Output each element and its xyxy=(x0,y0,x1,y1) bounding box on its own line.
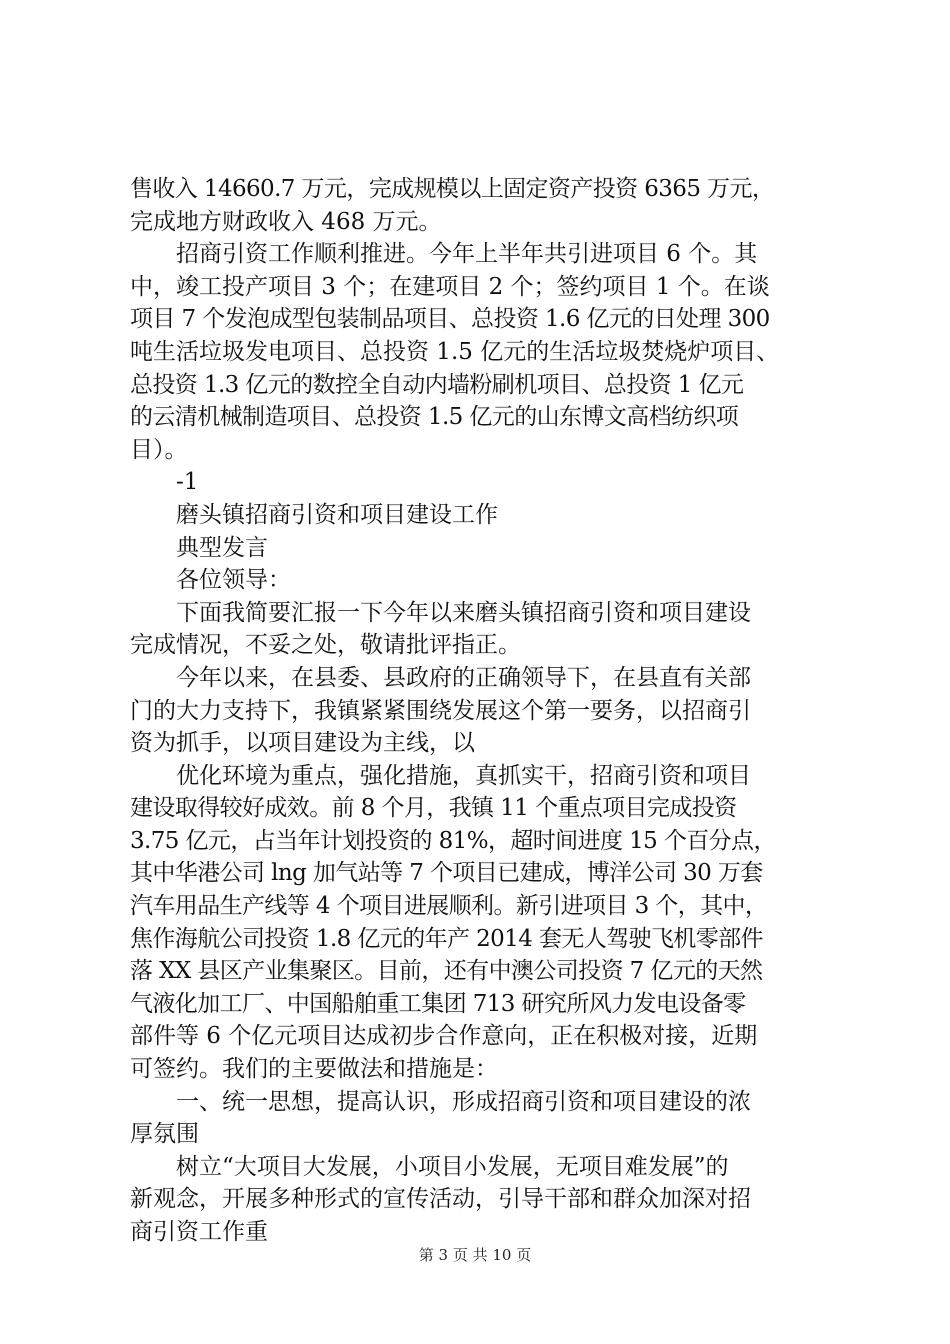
text-line: 可签约。我们的主要做法和措施是： xyxy=(130,1056,498,1083)
text-line: 项目 7 个发泡成型包装制品项目、总投资 1.6 亿元的日处理 300 xyxy=(130,306,770,333)
salutation: 各位领导： xyxy=(130,567,291,594)
text-line: 部件等 6 个亿元项目达成初步合作意向，正在积极对接，近期 xyxy=(130,1023,758,1050)
text-line: 优化环境为重点，强化措施，真抓实干，招商引资和项目 xyxy=(130,762,751,789)
text-line: 招商引资工作顺利推进。今年上半年共引进项目 6 个。其 xyxy=(130,241,758,268)
text-line: 3.75 亿元，占当年计划投资的 81%，超时间进度 15 个百分点， xyxy=(130,827,776,854)
text-line: 总投资 1.3 亿元的数控全自动内墙粉刷机项目、总投资 1 亿元 xyxy=(130,371,744,398)
text-line: 建设取得较好成效。前 8 个月，我镇 11 个重点项目完成投资 xyxy=(130,795,737,822)
section-heading: 一、统一思想，提高认识，形成招商引资和项目建设的浓 xyxy=(130,1088,751,1115)
text-line: 其中华港公司 lng 加气站等 7 个项目已建成，博洋公司 30 万套 xyxy=(130,860,763,887)
text-line: 下面我简要汇报一下今年以来磨头镇招商引资和项目建设 xyxy=(130,599,751,626)
text-line: 落 XX 县区产业集聚区。目前，还有中澳公司投资 7 亿元的天然 xyxy=(130,958,763,985)
text-line: 完成地方财政收入 468 万元。 xyxy=(130,208,442,235)
text-line: 汽车用品生产线等 4 个项目进展顺利。新引进项目 3 个，其中， xyxy=(130,893,768,920)
text-line: 气液化加工厂、中国船舶重工集团 713 研究所风力发电设备零 xyxy=(130,990,746,1017)
page-marker: -1 xyxy=(130,469,199,496)
text-line: 商引资工作重 xyxy=(130,1219,268,1245)
text-line: 完成情况，不妥之处，敬请批评指正。 xyxy=(130,632,521,659)
text-line: 的云清机械制造项目、总投资 1.5 亿元的山东博文高档纺织项 xyxy=(130,404,739,431)
section-title: 磨头镇招商引资和项目建设工作 xyxy=(130,501,498,528)
section-subtitle: 典型发言 xyxy=(130,534,268,561)
text-line: 新观念，开展多种形式的宣传活动，引导干部和群众加深对招 xyxy=(130,1186,751,1213)
text-line: 树立“大项目大发展，小项目小发展，无项目难发展”的 xyxy=(130,1153,729,1180)
text-line: 中，竣工投产项目 3 个；在建项目 2 个；签约项目 1 个。在谈 xyxy=(130,273,770,300)
text-line: 售收入 14660.7 万元，完成规模以上固定资产投资 6365 万元， xyxy=(130,176,775,202)
page-footer: 第 3 页 共 10 页 xyxy=(418,1246,532,1264)
text-line: 目）。 xyxy=(130,436,188,463)
section-heading: 厚氛围 xyxy=(130,1121,199,1148)
text-line: 焦作海航公司投资 1.8 亿元的年产 2014 套无人驾驶飞机零部件 xyxy=(130,925,763,952)
text-line: 吨生活垃圾发电项目、总投资 1.5 亿元的生活垃圾焚烧炉项目、 xyxy=(130,338,780,365)
text-line: 门的大力支持下，我镇紧紧围绕发展这个第一要务，以招商引 xyxy=(130,697,751,724)
text-line: 今年以来，在县委、县政府的正确领导下，在县直有关部 xyxy=(130,664,751,691)
text-line: 资为抓手，以项目建设为主线，以 xyxy=(130,730,475,757)
document-body xyxy=(130,173,842,1249)
